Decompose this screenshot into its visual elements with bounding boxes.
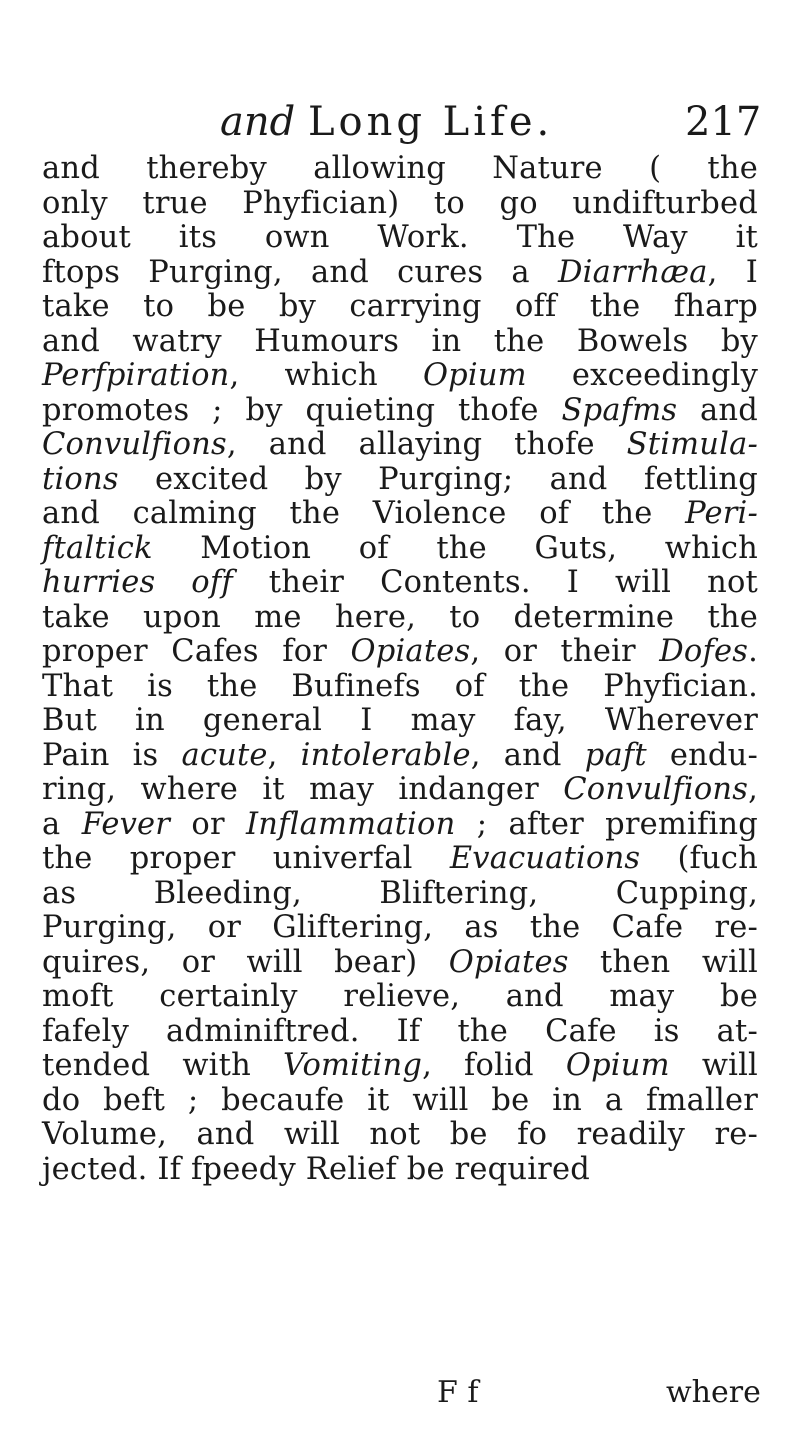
italic-phrase: Inflammation (246, 806, 456, 842)
running-title (220, 98, 553, 146)
italic-phrase: Dofes (659, 634, 749, 669)
catchword: where (666, 1375, 761, 1410)
running-title-italic: and (220, 99, 296, 145)
page-number: 217 (685, 99, 762, 145)
text-line: quires, or will bear) Opiates then will (42, 944, 758, 980)
text-line: jected. If fpeedy Relief be required (42, 1151, 590, 1187)
text-line: as Bleeding, Bliftering, Cupping, (42, 875, 758, 911)
italic-phrase: Perfpiration (42, 358, 230, 393)
italic-phrase: tions (42, 461, 119, 497)
text-line: Purging, or Gliftering, as the Cafe re- (42, 910, 758, 945)
italic-phrase: Convulfions (42, 427, 227, 462)
italic-phrase: Spafms (561, 392, 678, 428)
text-line: do beft ; becaufe it will be in a fmaller (42, 1082, 758, 1118)
text-line: the proper univerfal Evacuations (fuch (42, 841, 759, 876)
text-line: ftops Purging, and cures a Diarrhæa, I (42, 254, 758, 290)
italic-phrase: Opiates (448, 944, 569, 980)
page-footer (0, 1375, 801, 1411)
text-line: and thereby allowing Nature ( the (42, 151, 758, 186)
italic-phrase: Opium (565, 1048, 670, 1083)
text-line: fafely adminiftred. If the Cafe is at- (42, 1013, 758, 1049)
text-line: about its own Work. The Way it (42, 220, 758, 255)
text-line: proper Cafes for Opiates, or their Dofes. (42, 634, 758, 669)
text-line: moft certainly relieve, and may be (42, 979, 758, 1014)
italic-phrase: Opium (422, 358, 527, 393)
italic-phrase: Vomiting (283, 1048, 423, 1083)
text-line: only true Phyfician) to go undifturbed (42, 185, 758, 221)
italic-phrase: Peri- (685, 496, 758, 531)
text-line: take to be by carrying off the fharp (42, 289, 758, 324)
body-text (42, 152, 758, 1187)
text-line: Perfpiration, which Opium exceedingly (42, 358, 758, 393)
signature-mark: F f (437, 1375, 479, 1410)
italic-phrase: intolerable (300, 737, 471, 773)
text-line: But in general I may fay, Wherever (42, 703, 758, 738)
italic-phrase: ftaltick (42, 530, 153, 566)
running-title-caps: Long Life. (307, 99, 554, 145)
text-line: tions excited by Purging; and fettling (42, 461, 758, 497)
text-line: Pain is acute, intolerable, and paft endu- (42, 737, 759, 773)
text-line: That is the Bufinefs of the Phyfician. (42, 668, 758, 704)
italic-phrase: Stimula- (626, 427, 758, 462)
italic-phrase: paft (584, 737, 647, 773)
text-line: ring, where it may indanger Convulfions, (42, 772, 758, 807)
italic-phrase: Fever (81, 806, 171, 842)
text-line: tended with Vomiting, folid Opium will (42, 1048, 758, 1083)
italic-phrase: Convulfions (563, 772, 749, 807)
text-line: ftaltick Motion of the Guts, which (42, 530, 758, 566)
text-line: take upon me here, to determine the (42, 599, 758, 635)
italic-phrase: acute (181, 737, 268, 773)
text-line: and watry Humours in the Bowels by (42, 323, 758, 359)
italic-phrase: Diarrhæa (557, 254, 708, 290)
text-line: and calming the Violence of the Peri- (42, 496, 758, 531)
text-line: a Fever or Inflammation ; after premifing (42, 806, 758, 842)
running-header (0, 98, 801, 146)
text-line: Convulfions, and allaying thofe Stimula- (42, 427, 758, 462)
text-line: hurries off their Contents. I will not (42, 565, 758, 600)
text-line: promotes ; by quieting thofe Spafms and (42, 392, 758, 428)
italic-phrase: Evacuations (449, 841, 641, 876)
italic-phrase: hurries off (42, 565, 233, 600)
text-line: Volume, and will not be fo readily re- (42, 1117, 758, 1152)
italic-phrase: Opiates (350, 634, 471, 669)
